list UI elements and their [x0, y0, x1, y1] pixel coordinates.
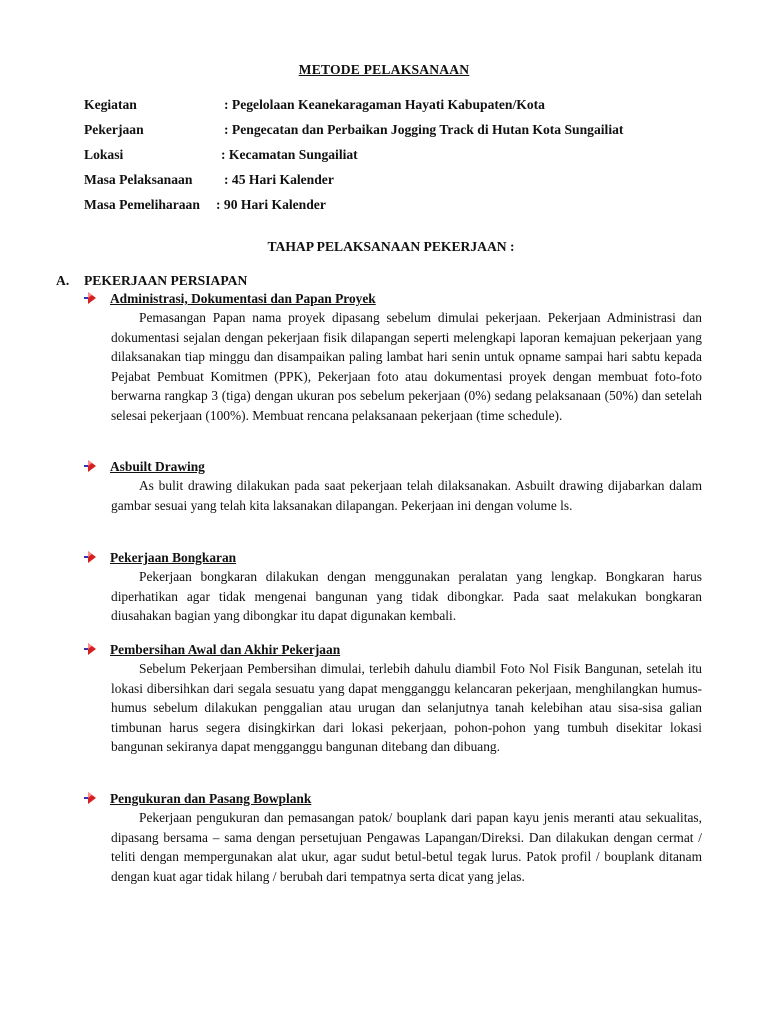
- info-value: : 90 Hari Kalender: [216, 197, 326, 212]
- subsection-heading-text: Pengukuran dan Pasang Bowplank: [110, 791, 312, 806]
- info-row-pekerjaan: [84, 122, 624, 138]
- info-row-lokasi: [84, 147, 358, 163]
- subsection-administrasi: [84, 290, 702, 425]
- subsection-paragraph: Sebelum Pekerjaan Pembersihan dimulai, terlebih dahulu diambil Foto Nol Fisik Bangunan, setelah itu lokasi dibersihkan dari segala sesuatu yang dapat mengganggu kelancaran pekerjaan, menghilangkan humus-humus sebelum dilakukan penggalian atau urugan dan selanjutnya tanah kelebihan atau sisa-sisa galian timbunan harus segera disingkirkan dari lokasi pekerjaan, pohon-pohon yang tumbuh disekitar lokasi bangunan sekiranya dapat mengganggu bangunan ditebang dan dibuang.: [111, 661, 702, 754]
- info-label: Pekerjaan: [84, 122, 144, 137]
- subsection-heading: [84, 290, 702, 308]
- subsection-paragraph: As bulit drawing dilakukan pada saat pekerjaan telah dilaksanakan. Asbuilt drawing dijabarkan dalam gambar sesuai yang telah kita laksanakan dilapangan. Pekerjaan ini dengan volume ls.: [111, 478, 702, 513]
- info-label: Masa Pemeliharaan: [84, 197, 200, 212]
- info-label: Masa Pelaksanaan: [84, 172, 193, 187]
- arrow-bullet-icon: [84, 550, 100, 564]
- info-row-kegiatan: [84, 97, 545, 113]
- subsection-heading-text: Pekerjaan Bongkaran: [110, 550, 237, 565]
- section-heading: [56, 273, 247, 289]
- info-row-masa-pelaksanaan: [84, 172, 334, 188]
- info-value: : 45 Hari Kalender: [224, 172, 334, 187]
- info-row-masa-pemeliharaan: [84, 197, 326, 213]
- stage-title: TAHAP PELAKSANAAN PEKERJAAN :: [267, 239, 515, 254]
- section-letter: A.: [56, 273, 70, 288]
- arrow-bullet-icon: [84, 642, 100, 656]
- subsection-heading: [84, 458, 702, 476]
- info-value: : Kecamatan Sungailiat: [221, 147, 358, 162]
- arrow-bullet-icon: [84, 291, 100, 305]
- arrow-bullet-icon: [84, 459, 100, 473]
- subsection-bowplank: [84, 790, 702, 886]
- info-value: : Pegelolaan Keanekaragaman Hayati Kabupaten/Kota: [224, 97, 545, 112]
- subsection-paragraph: Pekerjaan pengukuran dan pemasangan patok/ bouplank dari papan kayu jenis meranti atau sekualitas, dipasang bersama – sama dengan persetujuan Pengawas Lapangan/Direksi. Dan dilakukan dengan cermat / teliti dengan mempergunakan alat ukur, agar sudut betul-betul tegak lurus. Patok profil / bouplank ditanam dengan kuat agar tidak hilang / berubah dari tempatnya serta dicat yang jelas.: [111, 810, 702, 884]
- section-title: PEKERJAAN PERSIAPAN: [84, 273, 248, 288]
- subsection-heading: [84, 790, 702, 808]
- document-title: METODE PELAKSANAAN: [298, 62, 470, 77]
- subsection-heading: [84, 549, 702, 567]
- info-value: : Pengecatan dan Perbaikan Jogging Track di Hutan Kota Sungailiat: [224, 122, 624, 137]
- subsection-pembersihan: [84, 641, 702, 757]
- arrow-bullet-icon: [84, 791, 100, 805]
- subsection-heading-text: Administrasi, Dokumentasi dan Papan Proyek: [110, 291, 376, 306]
- subsection-bongkaran: [84, 549, 702, 626]
- subsection-paragraph: Pemasangan Papan nama proyek dipasang sebelum dimulai pekerjaan. Pekerjaan Administrasi dan dokumentasi sejalan dengan pekerjaan fisik dilapangan seperti melengkapi laporan kemajuan pekerjaan yang dilaksanakan tiap minggu dan disampaikan paling lambat hari senin untuk opname sampai hari sabtu kepada Pejabat Pembuat Komitmen (PPK), Pekerjaan foto atau dokumentasi proyek dengan membuat foto-foto berwarna rangkap 3 (tiga) dengan ukuran pos sebelum pekerjaan (0%) sedang pelaksanaan (50%) dan setelah selesai pekerjaan (100%). Membuat rencana pelaksanaan pekerjaan (time schedule).: [111, 310, 702, 423]
- subsection-heading-text: Asbuilt Drawing: [110, 459, 205, 474]
- subsection-asbuilt-drawing: [84, 458, 702, 515]
- info-label: Lokasi: [84, 147, 124, 162]
- info-label: Kegiatan: [84, 97, 137, 112]
- subsection-heading: [84, 641, 702, 659]
- subsection-paragraph: Pekerjaan bongkaran dilakukan dengan menggunakan peralatan yang lengkap. Bongkaran harus diperhatikan agar tidak mengenai bangunan yang tidak dibongkar. Pada saat melakukan bongkaran diusahakan bagian yang dibongkar itu dapat digunakan kembali.: [111, 569, 702, 623]
- subsection-heading-text: Pembersihan Awal dan Akhir Pekerjaan: [110, 642, 341, 657]
